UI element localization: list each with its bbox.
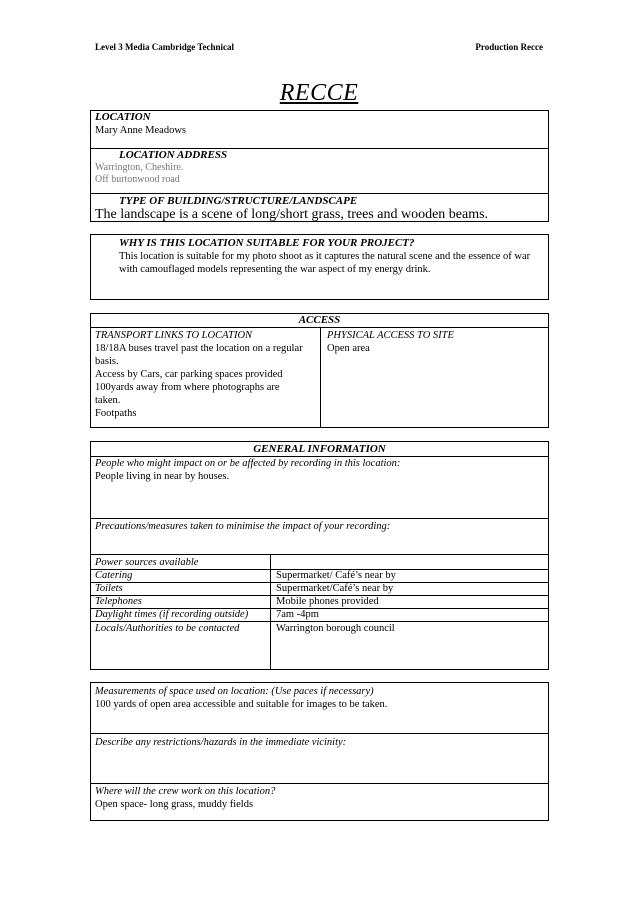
header-left: Level 3 Media Cambridge Technical xyxy=(95,42,234,52)
divider xyxy=(91,518,548,519)
catering-label: Catering xyxy=(95,570,133,581)
why-box xyxy=(90,234,549,300)
header-right: Production Recce xyxy=(475,42,543,52)
access-box xyxy=(90,313,549,428)
address-line-1: Warrington, Cheshire. xyxy=(95,162,184,173)
divider xyxy=(91,554,548,555)
column-divider xyxy=(320,327,321,427)
toilets-label: Toilets xyxy=(95,583,123,594)
divider xyxy=(91,193,548,194)
transport-line: taken. xyxy=(95,395,121,406)
people-value: People living in near by houses. xyxy=(95,471,230,482)
general-heading: GENERAL INFORMATION xyxy=(253,443,386,455)
site-details-box xyxy=(90,682,549,821)
people-label: People who might impact on or be affected by recording in this location: xyxy=(95,458,401,469)
physical-access-label: PHYSICAL ACCESS TO SITE xyxy=(327,330,454,341)
toilets-value: Supermarket/Café’s near by xyxy=(276,583,394,594)
authorities-label: Locals/Authorities to be contacted xyxy=(95,623,240,634)
measurements-label: Measurements of space used on location: (Use paces if necessary) xyxy=(95,686,374,697)
measurements-value: 100 yards of open area accessible and suitable for images to be taken. xyxy=(95,699,388,710)
transport-label: TRANSPORT LINKS TO LOCATION xyxy=(95,330,253,341)
transport-line: basis. xyxy=(95,356,119,367)
type-value: The landscape is a scene of long/short grass, trees and wooden beams. xyxy=(95,207,489,222)
address-line-2: Off burtonwood road xyxy=(95,174,180,185)
precautions-label: Precautions/measures taken to minimise the impact of your recording: xyxy=(95,521,391,532)
transport-line: Access by Cars, car parking spaces provided xyxy=(95,369,283,380)
power-label: Power sources available xyxy=(95,557,199,568)
restrictions-label: Describe any restrictions/hazards in the immediate vicinity: xyxy=(95,737,347,748)
transport-line: Footpaths xyxy=(95,408,137,419)
crew-label: Where will the crew work on this location? xyxy=(95,786,276,797)
location-value: Mary Anne Meadows xyxy=(95,125,186,136)
daylight-label: Daylight times (if recording outside) xyxy=(95,609,249,620)
transport-line: 18/18A buses travel past the location on a regular xyxy=(95,343,303,354)
location-label: LOCATION xyxy=(95,111,151,123)
general-info-box xyxy=(90,441,549,670)
physical-access-value: Open area xyxy=(327,343,370,354)
transport-list xyxy=(95,342,317,420)
why-line-2: with camouflaged models representing the war aspect of my energy drink. xyxy=(119,264,431,275)
why-line-1: This location is suitable for my photo shoot as it captures the natural scene and the essence of war xyxy=(119,251,531,262)
column-divider xyxy=(270,554,271,669)
catering-value: Supermarket/ Café’s near by xyxy=(276,570,396,581)
type-label: TYPE OF BUILDING/STRUCTURE/LANDSCAPE xyxy=(119,195,358,207)
authorities-value: Warrington borough council xyxy=(276,623,395,634)
page-title: RECCE xyxy=(279,80,359,106)
crew-value: Open space- long grass, muddy fields xyxy=(95,799,254,810)
location-box xyxy=(90,110,549,222)
why-label: WHY IS THIS LOCATION SUITABLE FOR YOUR PROJECT? xyxy=(119,237,415,249)
access-heading: ACCESS xyxy=(298,314,341,326)
transport-line: 100yards away from where photographs are xyxy=(95,382,280,393)
daylight-value: 7am -4pm xyxy=(276,609,319,620)
divider xyxy=(91,733,548,734)
telephones-value: Mobile phones provided xyxy=(276,596,379,607)
divider xyxy=(91,783,548,784)
location-address-label: LOCATION ADDRESS xyxy=(119,149,228,161)
telephones-label: Telephones xyxy=(95,596,142,607)
